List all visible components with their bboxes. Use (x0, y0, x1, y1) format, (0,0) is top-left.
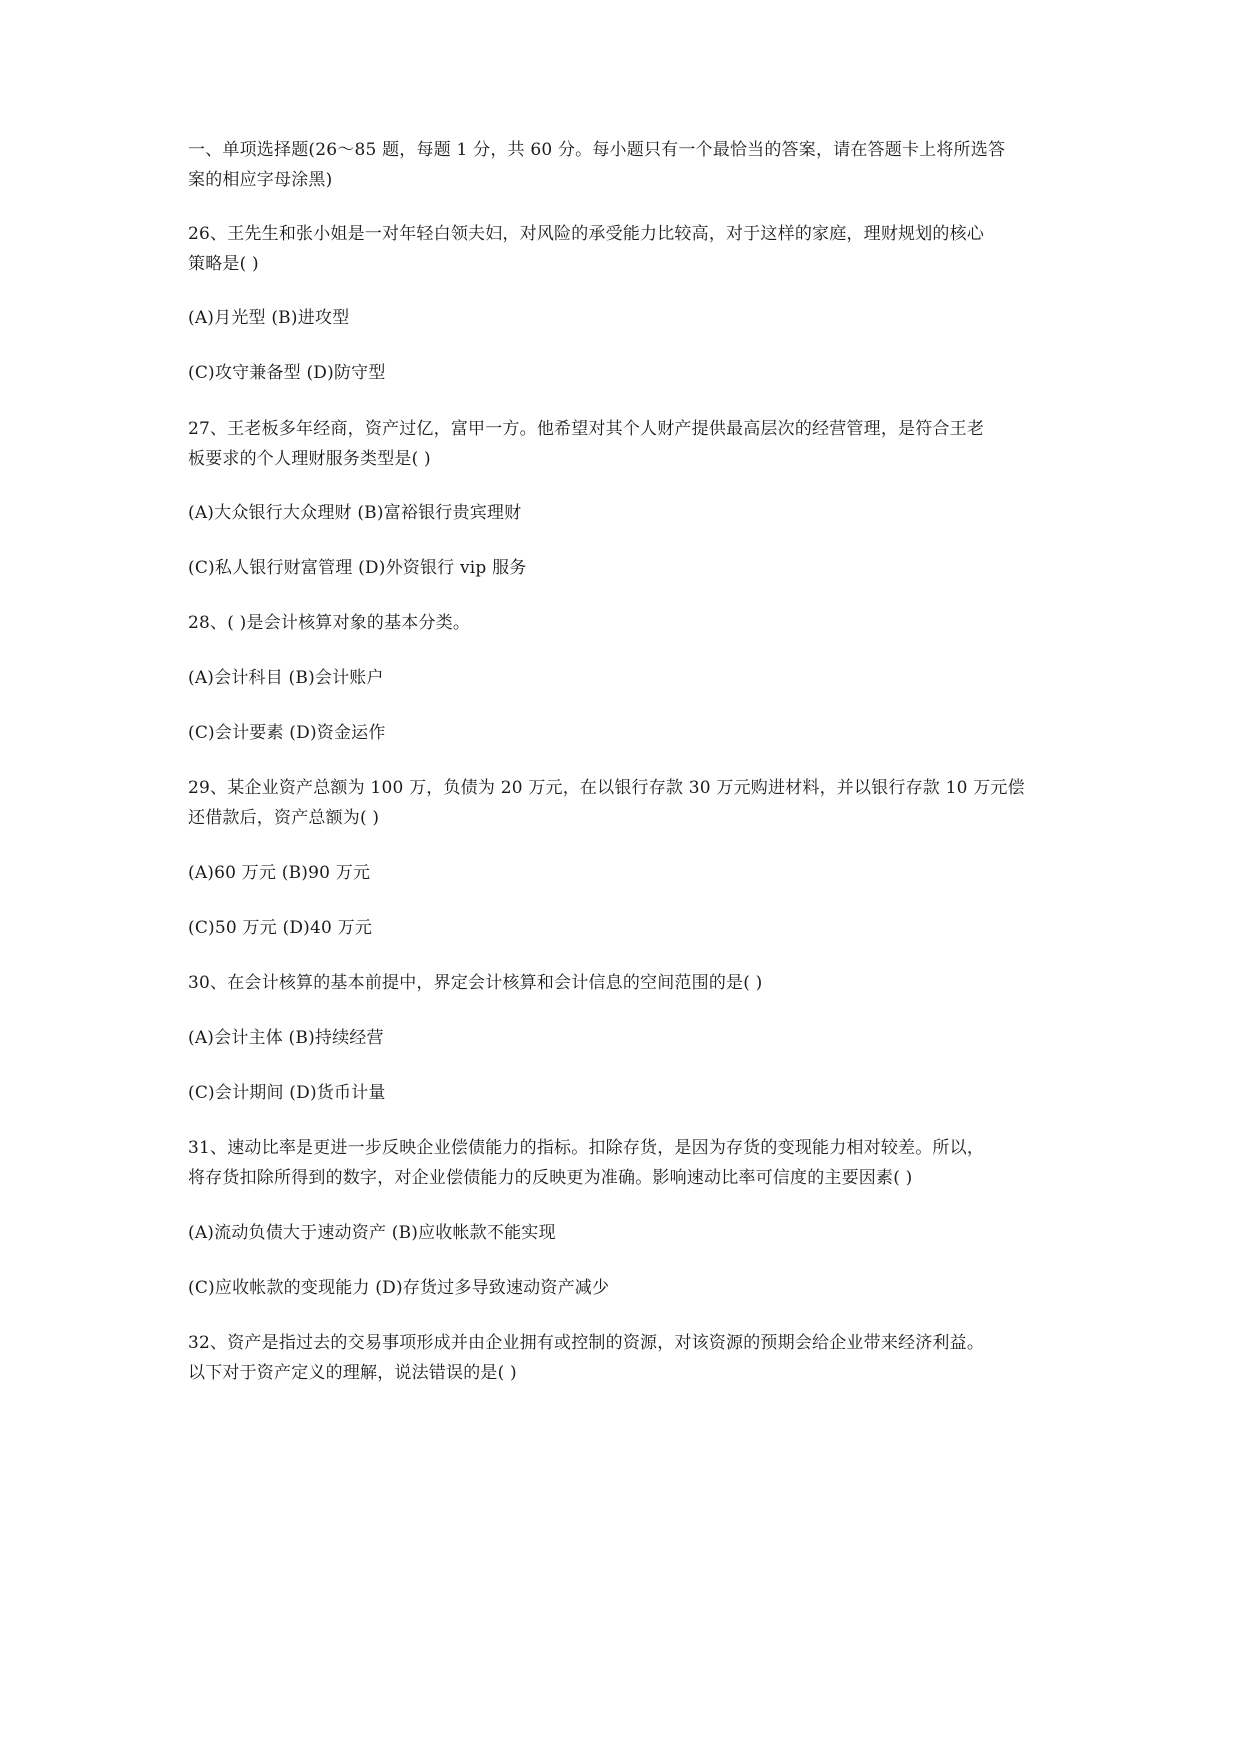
question-26-options-ab: (A)月光型 (B)进攻型 (188, 308, 350, 328)
question-30-options-ab: (A)会计主体 (B)持续经营 (188, 1028, 384, 1048)
question-31-options-cd: (C)应收帐款的变现能力 (D)存货过多导致速动资产减少 (188, 1278, 610, 1298)
question-31-options-ab: (A)流动负债大于速动资产 (B)应收帐款不能实现 (188, 1223, 556, 1243)
question-32-stem-line-2: 以下对于资产定义的理解，说法错误的是( ) (188, 1363, 517, 1383)
question-27-stem-line-2: 板要求的个人理财服务类型是( ) (188, 449, 431, 469)
section-heading-line-1: 一、单项选择题(26～85 题，每题 1 分，共 60 分。每小题只有一个最恰当的答案，请在答题卡上将所选答 (188, 140, 1006, 160)
question-27-stem-line-1: 27、王老板多年经商，资产过亿，富甲一方。他希望对其个人财产提供最高层次的经营管理，是符合王老 (188, 419, 985, 439)
question-26-stem-line-2: 策略是( ) (188, 254, 259, 274)
question-26-stem-line-1: 26、王先生和张小姐是一对年轻白领夫妇，对风险的承受能力比较高，对于这样的家庭，理财规划的核心 (188, 224, 985, 244)
question-31-stem-line-1: 31、速动比率是更进一步反映企业偿债能力的指标。扣除存货，是因为存货的变现能力相对较差。所以， (188, 1138, 985, 1158)
question-28-stem-line-1: 28、( )是会计核算对象的基本分类。 (188, 613, 471, 633)
question-26-options-cd: (C)攻守兼备型 (D)防守型 (188, 363, 386, 383)
question-29-options-ab: (A)60 万元 (B)90 万元 (188, 863, 371, 883)
question-31-stem-line-2: 将存货扣除所得到的数字，对企业偿债能力的反映更为准确。影响速动比率可信度的主要因素( ) (188, 1168, 913, 1188)
question-29-stem-line-1: 29、某企业资产总额为 100 万，负债为 20 万元，在以银行存款 30 万元购进材料，并以银行存款 10 万元偿 (188, 778, 1025, 798)
question-29-stem-line-2: 还借款后，资产总额为( ) (188, 808, 380, 828)
section-heading-line-2: 案的相应字母涂黑) (188, 170, 333, 190)
question-27-options-ab: (A)大众银行大众理财 (B)富裕银行贵宾理财 (188, 503, 522, 523)
question-28-options-cd: (C)会计要素 (D)资金运作 (188, 723, 386, 743)
question-30-options-cd: (C)会计期间 (D)货币计量 (188, 1083, 386, 1103)
question-29-options-cd: (C)50 万元 (D)40 万元 (188, 918, 373, 938)
question-30-stem-line-1: 30、在会计核算的基本前提中，界定会计核算和会计信息的空间范围的是( ) (188, 973, 763, 993)
question-32-stem-line-1: 32、资产是指过去的交易事项形成并由企业拥有或控制的资源，对该资源的预期会给企业带来经济利益。 (188, 1333, 985, 1353)
question-28-options-ab: (A)会计科目 (B)会计账户 (188, 668, 384, 688)
question-27-options-cd: (C)私人银行财富管理 (D)外资银行 vip 服务 (188, 558, 527, 578)
